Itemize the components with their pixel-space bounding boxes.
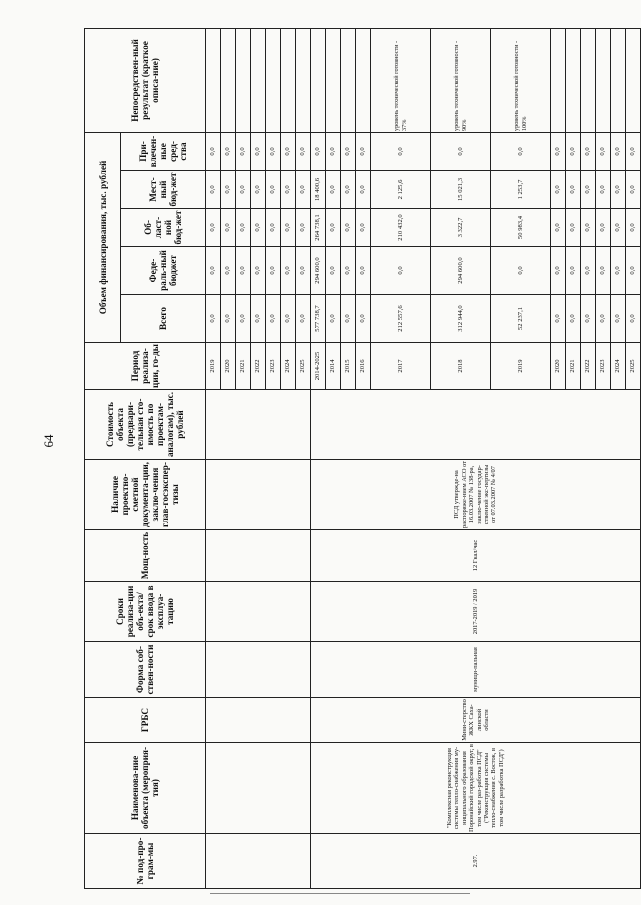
year-cell: 2022 [251, 343, 266, 390]
federal-cell: 0,0 [236, 247, 251, 295]
federal-cell: 0,0 [356, 247, 371, 295]
local-cell: 2 125,6 [371, 171, 431, 209]
federal-cell: 0,0 [566, 247, 581, 295]
year-cell: 2021 [566, 343, 581, 390]
total-cell: 0,0 [341, 295, 356, 343]
total-cell: 0,0 [596, 295, 611, 343]
local-cell: 0,0 [251, 171, 266, 209]
object-grbs-cell: Мини-стерство ЖКХ Саха-линской области [311, 698, 641, 743]
year-cell: 2014-2025 [311, 343, 326, 390]
regional-cell: 3 322,7 [431, 209, 491, 247]
object-capacity-cell: 12 Гкал/час [311, 530, 641, 582]
result-cell [611, 28, 626, 132]
total-cell: 0,0 [206, 295, 221, 343]
total-cell: 0,0 [236, 295, 251, 343]
attracted-cell: 0,0 [236, 132, 251, 170]
table-body [206, 28, 641, 888]
result-cell [581, 28, 596, 132]
attracted-cell: 0,0 [566, 132, 581, 170]
prev-timing-cell [206, 582, 311, 642]
year-cell: 2025 [626, 343, 641, 390]
attracted-cell: 0,0 [491, 132, 551, 170]
financing-table [84, 28, 641, 889]
attracted-cell: 0,0 [431, 132, 491, 170]
total-cell: 0,0 [611, 295, 626, 343]
local-cell: 0,0 [221, 171, 236, 209]
local-cell: 0,0 [266, 171, 281, 209]
object-cost-cell [311, 390, 641, 460]
federal-cell: 0,0 [551, 247, 566, 295]
year-cell: 2019 [491, 343, 551, 390]
header-ownership: Форма соб-ствен-ности [85, 642, 206, 698]
result-cell [356, 28, 371, 132]
total-cell: 0,0 [326, 295, 341, 343]
object-no-cell: 2.97. [311, 834, 641, 889]
federal-cell: 0,0 [206, 247, 221, 295]
rotated-table-wrapper [84, 29, 637, 889]
header-cost: Стоимость объекта (предвари-тельная сто-имость по проектам-аналогам), тыс. рублей [85, 390, 206, 460]
result-cell [566, 28, 581, 132]
regional-cell: 0,0 [566, 209, 581, 247]
attracted-cell: 0,0 [326, 132, 341, 170]
federal-cell: 0,0 [296, 247, 311, 295]
year-cell: 2024 [281, 343, 296, 390]
federal-cell: 0,0 [326, 247, 341, 295]
total-cell: 52 237,1 [491, 295, 551, 343]
regional-cell: 0,0 [296, 209, 311, 247]
result-cell: уровень технической готовности - 90% [431, 28, 491, 132]
attracted-cell: 0,0 [206, 132, 221, 170]
total-cell: 0,0 [251, 295, 266, 343]
regional-cell: 0,0 [236, 209, 251, 247]
prev-no-cell [206, 834, 311, 889]
federal-cell: 0,0 [581, 247, 596, 295]
federal-cell: 294 600,0 [431, 247, 491, 295]
local-cell: 18 400,6 [311, 171, 326, 209]
regional-cell: 50 983,4 [491, 209, 551, 247]
header-psd: Наличие проектно-сметной документа-ции, заклю-чения глав-госэкспер-тизы [85, 460, 206, 530]
local-cell: 15 021,3 [431, 171, 491, 209]
total-cell: 312 944,0 [431, 295, 491, 343]
object-ownership-cell: муници-пальная [311, 642, 641, 698]
result-cell: уровень технической готовности - 37% [371, 28, 431, 132]
local-cell: 0,0 [551, 171, 566, 209]
regional-cell: 0,0 [581, 209, 596, 247]
federal-cell: 0,0 [266, 247, 281, 295]
year-cell: 2019 [206, 343, 221, 390]
regional-cell: 0,0 [206, 209, 221, 247]
local-cell: 0,0 [341, 171, 356, 209]
year-cell: 2025 [296, 343, 311, 390]
object-timing-cell: 2017-2019 / 2019 [311, 582, 641, 642]
header-name: Наименова-ние объекта (мероприя-тия) [85, 743, 206, 834]
prev-name-cell [206, 743, 311, 834]
result-cell [296, 28, 311, 132]
header-period: Период реализа-ции, го-ды [85, 343, 206, 390]
result-cell [206, 28, 221, 132]
local-cell: 0,0 [581, 171, 596, 209]
regional-cell: 0,0 [341, 209, 356, 247]
attracted-cell: 0,0 [581, 132, 596, 170]
result-cell [596, 28, 611, 132]
regional-cell: 210 432,0 [371, 209, 431, 247]
table-row [311, 28, 326, 888]
result-cell [281, 28, 296, 132]
header-local: Мест-ный бюд-жет [121, 171, 206, 209]
total-cell: 0,0 [266, 295, 281, 343]
total-cell: 0,0 [566, 295, 581, 343]
year-cell: 2018 [431, 343, 491, 390]
scan-artifact-line [210, 893, 470, 894]
year-cell: 2016 [356, 343, 371, 390]
local-cell: 0,0 [206, 171, 221, 209]
result-cell [221, 28, 236, 132]
year-cell: 2014 [326, 343, 341, 390]
federal-cell: 0,0 [611, 247, 626, 295]
table-header [85, 28, 206, 888]
attracted-cell: 0,0 [371, 132, 431, 170]
header-total: Всего [121, 295, 206, 343]
local-cell: 1 253,7 [491, 171, 551, 209]
local-cell: 0,0 [236, 171, 251, 209]
attracted-cell: 0,0 [341, 132, 356, 170]
regional-cell: 0,0 [281, 209, 296, 247]
total-cell: 0,0 [296, 295, 311, 343]
total-cell: 0,0 [626, 295, 641, 343]
local-cell: 0,0 [596, 171, 611, 209]
header-regional: Об-ласт-ной бюд-жет [121, 209, 206, 247]
table-row [206, 28, 221, 888]
result-cell [266, 28, 281, 132]
total-cell: 0,0 [221, 295, 236, 343]
attracted-cell: 0,0 [311, 132, 326, 170]
federal-cell: 0,0 [626, 247, 641, 295]
year-cell: 2020 [551, 343, 566, 390]
attracted-cell: 0,0 [251, 132, 266, 170]
year-cell: 2022 [581, 343, 596, 390]
prev-cost-cell [206, 390, 311, 460]
regional-cell: 0,0 [596, 209, 611, 247]
year-cell: 2024 [611, 343, 626, 390]
page-number: 64 [41, 434, 56, 448]
total-cell: 212 557,6 [371, 295, 431, 343]
result-cell [311, 28, 326, 132]
regional-cell: 264 738,1 [311, 209, 326, 247]
federal-cell: 294 600,0 [311, 247, 326, 295]
attracted-cell: 0,0 [626, 132, 641, 170]
federal-cell: 0,0 [596, 247, 611, 295]
local-cell: 0,0 [566, 171, 581, 209]
attracted-cell: 0,0 [596, 132, 611, 170]
header-federal: Феде-раль-ный бюджет [121, 247, 206, 295]
year-cell: 2021 [236, 343, 251, 390]
federal-cell: 0,0 [491, 247, 551, 295]
local-cell: 0,0 [326, 171, 341, 209]
federal-cell: 0,0 [341, 247, 356, 295]
total-cell: 577 738,7 [311, 295, 326, 343]
header-funding: Объем финансирования, тыс. рублей [85, 132, 121, 342]
local-cell: 0,0 [611, 171, 626, 209]
header-capacity: Мощ-ность [85, 530, 206, 582]
local-cell: 0,0 [281, 171, 296, 209]
header-timing: Сроки реализа-ции объ-екта/срок ввода в эксплуа-тацию [85, 582, 206, 642]
prev-ownership-cell [206, 642, 311, 698]
regional-cell: 0,0 [266, 209, 281, 247]
header-attracted: При-влечен-ные сред-ства [121, 132, 206, 170]
header-grbs: ГРБС [85, 698, 206, 743]
regional-cell: 0,0 [356, 209, 371, 247]
total-cell: 0,0 [551, 295, 566, 343]
prev-psd-cell [206, 460, 311, 530]
prev-grbs-cell [206, 698, 311, 743]
regional-cell: 0,0 [611, 209, 626, 247]
year-cell: 2023 [596, 343, 611, 390]
attracted-cell: 0,0 [221, 132, 236, 170]
regional-cell: 0,0 [551, 209, 566, 247]
local-cell: 0,0 [356, 171, 371, 209]
regional-cell: 0,0 [221, 209, 236, 247]
attracted-cell: 0,0 [281, 132, 296, 170]
prev-capacity-cell [206, 530, 311, 582]
attracted-cell: 0,0 [611, 132, 626, 170]
object-name-cell: "Комплексная реконструкция системы тепло-снабжения му-ниципального образования Поронайский городской округ, в том числе раз-работка ПСД" ("Реконструкция системы тепло-снабжения с. Восток, в том числе разработка ПСД") [311, 743, 641, 834]
result-cell [551, 28, 566, 132]
year-cell: 2023 [266, 343, 281, 390]
federal-cell: 0,0 [371, 247, 431, 295]
total-cell: 0,0 [581, 295, 596, 343]
federal-cell: 0,0 [251, 247, 266, 295]
total-cell: 0,0 [356, 295, 371, 343]
result-cell [236, 28, 251, 132]
result-cell [626, 28, 641, 132]
regional-cell: 0,0 [626, 209, 641, 247]
header-result: Непосредствен-ный результат (краткое описа-ние) [85, 28, 206, 132]
result-cell [251, 28, 266, 132]
regional-cell: 0,0 [251, 209, 266, 247]
attracted-cell: 0,0 [551, 132, 566, 170]
total-cell: 0,0 [281, 295, 296, 343]
attracted-cell: 0,0 [356, 132, 371, 170]
result-cell: уровень технической готовности - 100% [491, 28, 551, 132]
attracted-cell: 0,0 [296, 132, 311, 170]
attracted-cell: 0,0 [266, 132, 281, 170]
local-cell: 0,0 [296, 171, 311, 209]
result-cell [326, 28, 341, 132]
federal-cell: 0,0 [221, 247, 236, 295]
year-cell: 2015 [341, 343, 356, 390]
header-no: № под-про-грам-мы [85, 834, 206, 889]
result-cell [341, 28, 356, 132]
year-cell: 2017 [371, 343, 431, 390]
object-psd-cell: ПСД утвержде-на распоряже-нием АСО от 16.03.2007 № 138-ра, заклю-чение государ-ственной экс-пертизы от 07.03.2007 № 4/07 [311, 460, 641, 530]
year-cell: 2020 [221, 343, 236, 390]
local-cell: 0,0 [626, 171, 641, 209]
regional-cell: 0,0 [326, 209, 341, 247]
federal-cell: 0,0 [281, 247, 296, 295]
